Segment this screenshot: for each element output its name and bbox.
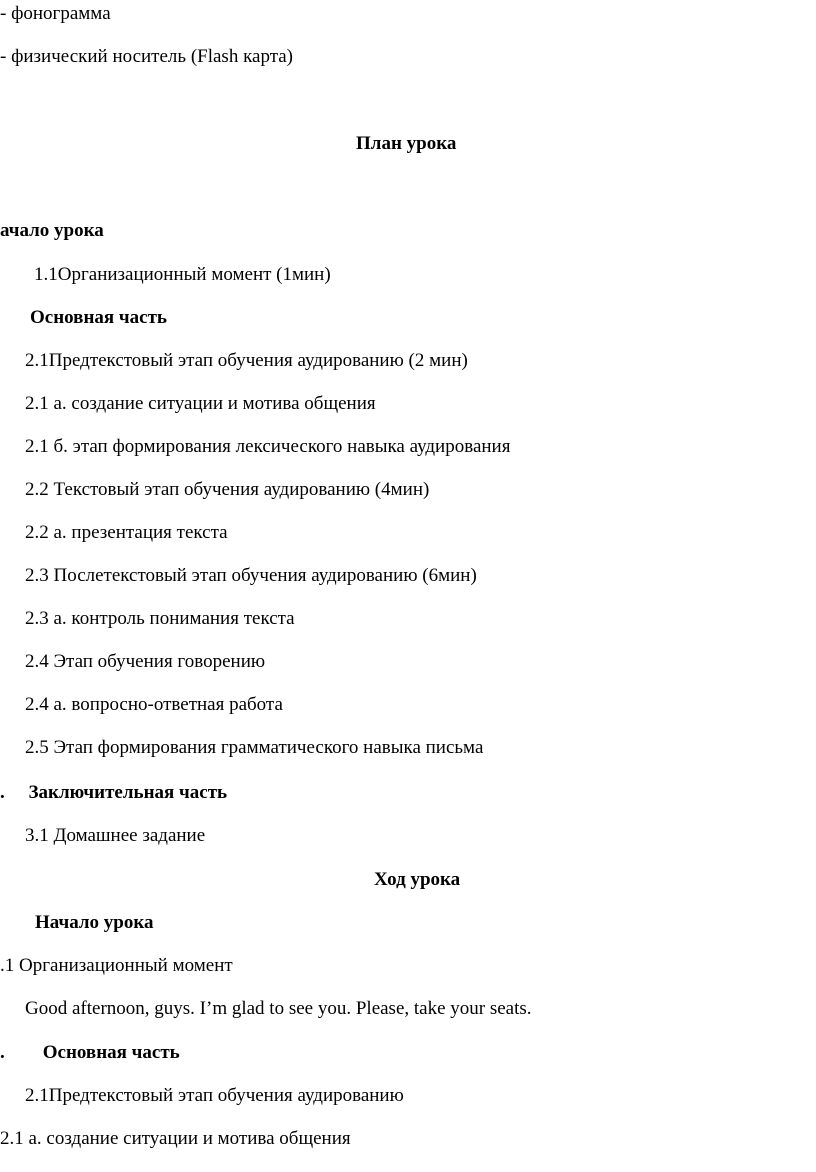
plan-section-beginning: ачало урока <box>0 220 104 241</box>
plan-section-final: . Заключительная часть <box>0 782 228 803</box>
equipment-item-flash-card: - физический носитель (Flash карта) <box>0 46 293 67</box>
plan-item-2-2-a: 2.2 а. презентация текста <box>25 522 228 543</box>
plan-item-2-4: 2.4 Этап обучения говорению <box>25 651 266 672</box>
plan-item-2-1-a: 2.1 а. создание ситуации и мотива общения <box>25 393 376 414</box>
lesson-progress-heading: Ход урока <box>374 869 461 890</box>
progress-section-beginning: Начало урока <box>35 912 154 933</box>
progress-item-2-1-a: 2.1 а. создание ситуации и мотива общения <box>0 1128 351 1149</box>
plan-item-2-3: 2.3 Послетекстовый этап обучения аудированию (6мин) <box>25 565 477 586</box>
plan-item-2-4-a: 2.4 а. вопросно-ответная работа <box>25 694 283 715</box>
plan-item-1-1: 1.1Организационный момент (1мин) <box>34 264 331 285</box>
plan-item-2-3-a: 2.3 а. контроль понимания текста <box>25 608 295 629</box>
lesson-plan-heading: План урока <box>356 133 457 154</box>
equipment-item-phonogram: - фонограмма <box>0 3 111 24</box>
plan-item-3-1: 3.1 Домашнее задание <box>25 825 206 846</box>
plan-section-main: Основная часть <box>30 307 167 328</box>
plan-item-2-1: 2.1Предтекстовый этап обучения аудированию (2 мин) <box>25 350 468 371</box>
progress-section-main: . Основная часть <box>0 1042 180 1063</box>
greeting-text: Good afternoon, guys. I’m glad to see you. Please, take your seats. <box>25 998 532 1019</box>
plan-item-2-2: 2.2 Текстовый этап обучения аудированию (4мин) <box>25 479 430 500</box>
progress-item-2-1: 2.1Предтекстовый этап обучения аудированию <box>25 1085 404 1106</box>
plan-item-2-5: 2.5 Этап формирования грамматического навыка письма <box>25 737 484 758</box>
progress-item-1-1: .1 Организационный момент <box>0 955 233 976</box>
plan-item-2-1-b: 2.1 б. этап формирования лексического навыка аудирования <box>25 436 511 457</box>
